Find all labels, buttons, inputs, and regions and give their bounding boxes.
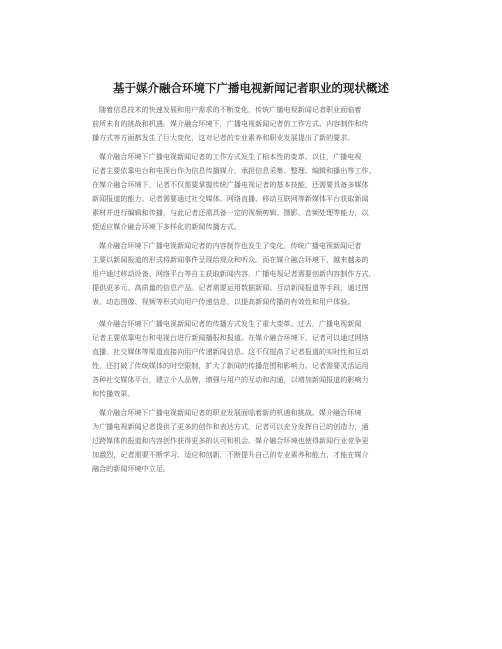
paragraph-line: 过跨媒体的报道和内容创作获得更多的认可和机会。媒介融合环境也使得新闻行业竞争更 [92, 436, 369, 445]
paragraph-5 [92, 406, 414, 476]
paragraph-line: 和传播效果。 [92, 389, 135, 398]
paragraph-3 [92, 239, 414, 309]
paragraph-line: 随着信息技术的快速发展和用户需求的不断变化，传统广播电视新闻记者职业面临着 [99, 105, 362, 114]
paragraph-line: 便适应媒介融合环境下多样化的新闻传播方式。 [92, 222, 241, 231]
paragraph-line: 主要以新闻报道的形式将新闻事件呈现给观众和听众。而在媒介融合环境下，越来越多的 [92, 255, 369, 264]
paragraph-line: 表、动态图像、视频等形式向用户传递信息，以提高新闻传播的有效性和用户体验。 [92, 297, 355, 306]
paragraph-line: 融合的新闻环境中立足。 [92, 464, 171, 473]
paragraph-line: 为广播电视新闻记者提供了更多的创作和表达方式，记者可以充分发挥自己的创造力，通 [92, 422, 369, 431]
paragraph-line: 记者主要依靠电台和电视台进行新闻播报和报道。在媒介融合环境下，记者可以通过网络 [92, 333, 369, 342]
paragraph-line: 用户通过移动设备、网络平台等自主获取新闻内容，广播电视记者需要创新内容制作方式， [92, 269, 376, 278]
paragraph-4 [92, 317, 414, 401]
paragraph-2 [92, 150, 414, 234]
paragraph-line: 播方式等方面都发生了巨大变化，这对记者的专业素养和职业发展提出了新的要求。 [92, 133, 355, 142]
paragraph-line: 性，还打破了传统媒体的时空限制，扩大了新闻的传播范围和影响力。记者需要灵活运用 [92, 361, 369, 370]
paragraph-line: 加激烈，记者需要不断学习、适应和创新，不断提升自己的专业素养和能力，才能在媒介 [92, 450, 369, 459]
paragraph-line: 媒介融合环境下广播电视新闻记者的内容制作也发生了变化。传统广播电视新闻记者 [99, 241, 362, 250]
paragraph-line: 新闻报道的能力。记者需要通过社交媒体、网络直播、移动互联网等新媒体平台获取新闻 [92, 194, 369, 203]
paragraph-line: 媒介融合环境下广播电视新闻记者的传播方式发生了重大变革。过去，广播电视新闻 [99, 319, 362, 328]
paragraph-line: 素材并进行编辑和传播，与此记者还需具备一定的视频剪辑、摄影、音频处理等能力，以 [92, 208, 369, 217]
paragraph-line: 提供更多元、高质量的信息产品。记者需要运用数据新闻、互动新闻报道等手段，通过图 [92, 283, 369, 292]
paragraph-line: 记者主要依靠电台和电视台作为信息传播媒介，承担信息采集、整理、编辑和播出等工作。 [92, 166, 376, 175]
paragraph-1 [92, 103, 414, 145]
paragraph-line: 各种社交媒体平台，建立个人品牌，增强与用户的互动和沟通，以增加新闻报道的影响力 [92, 375, 369, 384]
paragraph-line: 前所未有的挑战和机遇。媒介融合环境下，广播电视新闻记者的工作方式、内容制作和传 [92, 119, 369, 128]
paragraph-line: 媒介融合环境下广播电视新闻记者的工作方式发生了根本性的变革。以往，广播电视 [99, 152, 362, 161]
paragraph-line: 媒介融合环境下广播电视新闻记者的职业发展面临着新的机遇和挑战。媒介融合环境 [99, 408, 362, 417]
paragraph-line: 在媒介融合环境下，记者不仅需要掌握传统广播电视记者的基本技能，还需要具备多媒体 [92, 180, 369, 189]
paragraph-line: 直播、社交媒体等渠道直接向用户传递新闻信息。这不仅提高了记者报道的实时性和互动 [92, 347, 369, 356]
document-title: 基于媒介融合环境下广播电视新闻记者职业的现状概述 [113, 81, 389, 95]
